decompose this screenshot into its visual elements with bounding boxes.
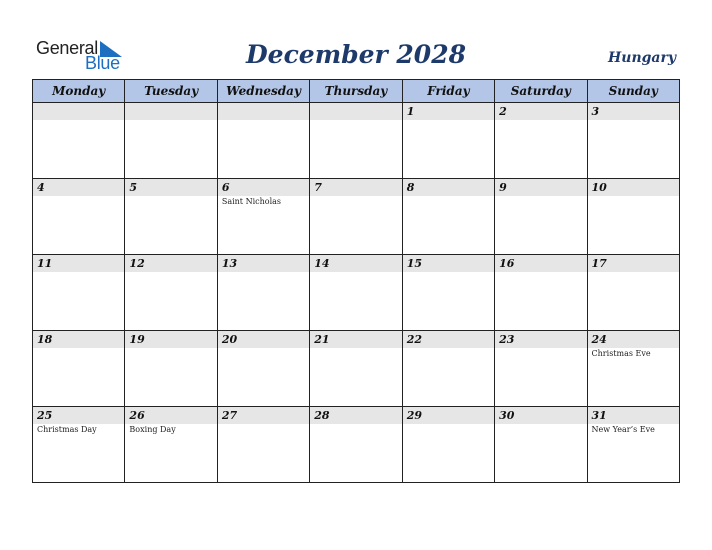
day-cell	[125, 103, 217, 179]
day-number: 26	[125, 407, 216, 424]
day-cell	[495, 179, 587, 255]
day-cell	[33, 255, 125, 331]
day-cell	[217, 179, 309, 255]
week-row	[33, 331, 680, 407]
week-row	[33, 103, 680, 179]
holiday-label: Boxing Day	[129, 425, 176, 434]
weekday-header: Tuesday	[125, 80, 217, 103]
day-number	[125, 103, 216, 120]
logo-text-general: General	[36, 38, 98, 58]
day-cell	[402, 331, 494, 407]
day-number: 19	[125, 331, 216, 348]
holiday-label: Christmas Day	[37, 425, 97, 434]
day-number: 18	[33, 331, 124, 348]
day-number	[218, 103, 309, 120]
holiday-label: New Year’s Eve	[591, 425, 655, 434]
day-number	[33, 103, 124, 120]
weekday-header: Sunday	[587, 80, 679, 103]
day-number: 11	[33, 255, 124, 272]
week-row	[33, 407, 680, 483]
day-cell	[33, 407, 125, 483]
weekday-header: Wednesday	[217, 80, 309, 103]
day-number: 31	[588, 407, 679, 424]
day-cell	[402, 103, 494, 179]
day-cell	[125, 331, 217, 407]
day-number: 13	[218, 255, 309, 272]
day-cell	[402, 179, 494, 255]
day-number: 28	[310, 407, 401, 424]
weekday-header: Saturday	[495, 80, 587, 103]
day-cell	[587, 255, 679, 331]
week-row	[33, 255, 680, 331]
day-number: 6	[218, 179, 309, 196]
day-cell	[217, 103, 309, 179]
day-cell	[217, 331, 309, 407]
day-number: 21	[310, 331, 401, 348]
day-cell	[217, 407, 309, 483]
day-number	[310, 103, 401, 120]
day-cell	[587, 407, 679, 483]
day-cell	[587, 179, 679, 255]
day-cell	[310, 331, 402, 407]
day-number: 9	[495, 179, 586, 196]
day-cell	[587, 331, 679, 407]
holiday-label: Christmas Eve	[591, 349, 651, 358]
day-number: 8	[403, 179, 494, 196]
weekday-header-row	[33, 80, 680, 103]
day-cell	[587, 103, 679, 179]
day-cell	[402, 407, 494, 483]
weekday-header: Monday	[33, 80, 125, 103]
day-cell	[125, 179, 217, 255]
day-number: 12	[125, 255, 216, 272]
day-cell	[495, 255, 587, 331]
weekday-header: Thursday	[310, 80, 402, 103]
day-number: 7	[310, 179, 401, 196]
day-cell	[33, 331, 125, 407]
day-number: 14	[310, 255, 401, 272]
day-cell	[495, 407, 587, 483]
day-number: 24	[588, 331, 679, 348]
day-cell	[33, 103, 125, 179]
week-row	[33, 179, 680, 255]
day-cell	[310, 255, 402, 331]
day-number: 29	[403, 407, 494, 424]
day-cell	[495, 103, 587, 179]
day-cell	[125, 407, 217, 483]
day-cell	[125, 255, 217, 331]
day-number: 22	[403, 331, 494, 348]
day-cell	[310, 103, 402, 179]
day-number: 30	[495, 407, 586, 424]
day-number: 5	[125, 179, 216, 196]
day-cell	[310, 179, 402, 255]
day-number: 1	[403, 103, 494, 120]
day-cell	[310, 407, 402, 483]
logo-text-blue: Blue	[85, 53, 120, 73]
day-cell	[402, 255, 494, 331]
day-number: 16	[495, 255, 586, 272]
calendar-title: December 2028	[245, 40, 466, 69]
day-number: 2	[495, 103, 586, 120]
day-number: 3	[588, 103, 679, 120]
holiday-label: Saint Nicholas	[221, 197, 282, 206]
day-number: 23	[495, 331, 586, 348]
day-number: 25	[33, 407, 124, 424]
day-number: 27	[218, 407, 309, 424]
calendar-grid	[32, 79, 680, 483]
day-cell	[495, 331, 587, 407]
day-cell	[33, 179, 125, 255]
day-number: 20	[218, 331, 309, 348]
weekday-header: Friday	[402, 80, 494, 103]
day-number: 15	[403, 255, 494, 272]
country-label: Hungary	[608, 50, 676, 66]
day-number: 17	[588, 255, 679, 272]
day-number: 10	[588, 179, 679, 196]
day-cell	[217, 255, 309, 331]
day-number: 4	[33, 179, 124, 196]
